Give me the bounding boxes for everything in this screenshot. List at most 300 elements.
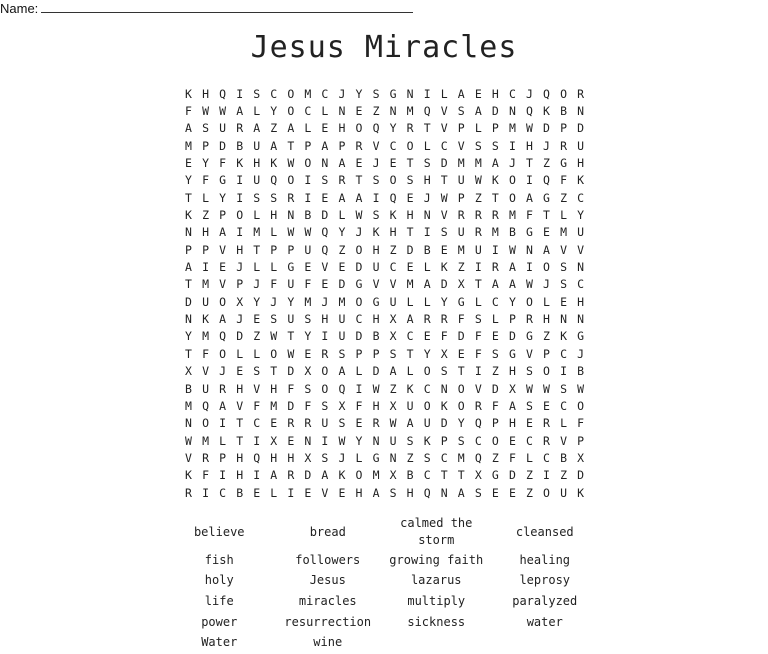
grid-letter: I bbox=[236, 225, 244, 240]
grid-letter: E bbox=[253, 485, 261, 500]
grid-letter: Y bbox=[253, 294, 261, 309]
grid-letter: V bbox=[440, 208, 448, 223]
grid-letter: S bbox=[474, 312, 482, 327]
grid-letter: A bbox=[338, 364, 346, 379]
word-list-item: fish bbox=[204, 552, 234, 567]
grid-letter: S bbox=[491, 138, 499, 153]
grid-letter: T bbox=[457, 468, 465, 483]
word-list-row bbox=[165, 632, 599, 653]
grid-letter: U bbox=[577, 225, 585, 240]
grid-letter: I bbox=[236, 190, 244, 205]
grid-letter: E bbox=[304, 346, 312, 361]
grid-letter: V bbox=[440, 104, 448, 119]
grid-letter: L bbox=[474, 294, 482, 309]
grid-letter: S bbox=[304, 312, 312, 327]
grid-letter: S bbox=[440, 364, 448, 379]
grid-letter: S bbox=[270, 312, 278, 327]
grid-letter: Q bbox=[423, 104, 431, 119]
grid-letter: Z bbox=[202, 208, 210, 223]
grid-letter: I bbox=[474, 364, 482, 379]
grid-letter: D bbox=[508, 468, 516, 483]
grid-letter: T bbox=[474, 277, 482, 292]
grid-letter: Q bbox=[202, 398, 210, 413]
grid-letter: O bbox=[543, 364, 550, 379]
grid-letter: K bbox=[577, 485, 585, 500]
word-list-item: paralyzed bbox=[512, 593, 578, 608]
grid-letter: B bbox=[304, 208, 312, 223]
grid-letter: X bbox=[508, 381, 516, 396]
grid-letter: X bbox=[389, 468, 397, 483]
grid-letter: N bbox=[525, 242, 533, 257]
grid-letter: D bbox=[372, 364, 380, 379]
grid-letter: F bbox=[457, 312, 465, 327]
word-list-item: Jesus bbox=[309, 573, 346, 588]
grid-letter: H bbox=[406, 485, 414, 500]
grid-letter: Q bbox=[253, 450, 261, 465]
grid-letter: B bbox=[236, 138, 244, 153]
grid-letter: Z bbox=[543, 156, 550, 171]
grid-letter: C bbox=[423, 381, 431, 396]
name-blank-line bbox=[41, 1, 413, 13]
grid-letter: L bbox=[321, 104, 329, 119]
word-list-item: cleansed bbox=[515, 524, 574, 539]
word-list-item: multiply bbox=[407, 593, 466, 608]
grid-letter: S bbox=[304, 381, 312, 396]
grid-letter: M bbox=[270, 398, 278, 413]
grid-letter: C bbox=[406, 329, 414, 344]
grid-letter: U bbox=[338, 312, 346, 327]
grid-letter: A bbox=[508, 260, 516, 275]
grid-letter: L bbox=[355, 450, 363, 465]
grid-letter: L bbox=[304, 121, 312, 136]
grid-letter: E bbox=[270, 416, 278, 431]
grid-letter: C bbox=[525, 433, 533, 448]
grid-letter: M bbox=[202, 277, 210, 292]
grid-letter: O bbox=[321, 381, 329, 396]
grid-letter: N bbox=[440, 485, 448, 500]
grid-letter: P bbox=[372, 346, 380, 361]
grid-letter: P bbox=[355, 346, 363, 361]
grid-letter: J bbox=[543, 277, 550, 292]
grid-letter: U bbox=[406, 398, 414, 413]
grid-letter: R bbox=[423, 312, 431, 327]
grid-letter: M bbox=[304, 86, 312, 101]
grid-letter: S bbox=[491, 346, 499, 361]
grid-row bbox=[180, 484, 589, 501]
grid-letter: U bbox=[389, 433, 397, 448]
word-list-row bbox=[165, 514, 599, 550]
grid-letter: H bbox=[491, 86, 499, 101]
grid-letter: A bbox=[372, 485, 380, 500]
grid-letter: H bbox=[355, 485, 363, 500]
grid-letter: H bbox=[202, 86, 210, 101]
grid-letter: D bbox=[457, 329, 465, 344]
grid-letter: A bbox=[508, 277, 516, 292]
grid-letter: Z bbox=[491, 450, 499, 465]
grid-letter: R bbox=[236, 121, 244, 136]
grid-letter: I bbox=[474, 260, 482, 275]
grid-letter: G bbox=[543, 190, 550, 205]
grid-letter: F bbox=[202, 468, 210, 483]
grid-row bbox=[180, 345, 589, 362]
grid-letter: D bbox=[491, 104, 499, 119]
grid-row bbox=[180, 432, 589, 449]
grid-letter: L bbox=[236, 346, 244, 361]
grid-letter: P bbox=[202, 242, 210, 257]
word-list-item: healing bbox=[519, 552, 571, 567]
grid-row bbox=[180, 415, 589, 432]
grid-letter: N bbox=[577, 260, 585, 275]
grid-letter: A bbox=[508, 398, 516, 413]
grid-letter: E bbox=[389, 156, 397, 171]
grid-letter: Y bbox=[577, 208, 585, 223]
grid-letter: M bbox=[560, 225, 568, 240]
grid-letter: T bbox=[525, 156, 533, 171]
grid-letter: C bbox=[440, 450, 448, 465]
grid-letter: J bbox=[525, 86, 533, 101]
grid-letter: A bbox=[338, 156, 346, 171]
grid-letter: I bbox=[236, 86, 244, 101]
grid-letter: I bbox=[491, 242, 499, 257]
grid-letter: H bbox=[338, 121, 346, 136]
grid-letter: L bbox=[202, 190, 210, 205]
grid-letter: D bbox=[287, 364, 295, 379]
grid-letter: S bbox=[202, 121, 210, 136]
grid-letter: B bbox=[185, 381, 192, 396]
grid-letter: Z bbox=[270, 121, 278, 136]
grid-letter: X bbox=[304, 450, 312, 465]
word-list-item: miracles bbox=[298, 593, 357, 608]
grid-letter: O bbox=[457, 398, 465, 413]
grid-letter: W bbox=[543, 381, 550, 396]
grid-row bbox=[180, 172, 589, 189]
grid-letter: U bbox=[304, 242, 312, 257]
grid-letter: J bbox=[338, 86, 346, 101]
grid-letter: S bbox=[372, 208, 380, 223]
grid-letter: H bbox=[270, 208, 278, 223]
grid-letter: Z bbox=[457, 260, 465, 275]
grid-letter: H bbox=[372, 242, 380, 257]
word-list-item: bread bbox=[309, 524, 346, 539]
grid-letter: O bbox=[491, 433, 499, 448]
grid-letter: P bbox=[508, 312, 516, 327]
grid-row bbox=[180, 397, 589, 414]
grid-letter: S bbox=[253, 190, 261, 205]
grid-letter: I bbox=[543, 468, 550, 483]
word-list-item: power bbox=[201, 614, 238, 629]
grid-letter: E bbox=[321, 190, 329, 205]
grid-letter: F bbox=[253, 398, 261, 413]
grid-row bbox=[180, 137, 589, 154]
word-list-row bbox=[165, 612, 599, 633]
grid-letter: R bbox=[304, 416, 312, 431]
grid-letter: F bbox=[219, 156, 227, 171]
grid-letter: Z bbox=[389, 381, 397, 396]
grid-letter: J bbox=[321, 294, 329, 309]
grid-letter: Q bbox=[423, 485, 431, 500]
grid-letter: S bbox=[560, 260, 568, 275]
grid-letter: L bbox=[423, 294, 431, 309]
grid-letter: U bbox=[202, 294, 210, 309]
grid-letter: V bbox=[185, 450, 192, 465]
grid-letter: P bbox=[236, 277, 244, 292]
grid-letter: Z bbox=[389, 242, 397, 257]
grid-letter: O bbox=[577, 398, 585, 413]
grid-letter: S bbox=[560, 381, 568, 396]
grid-row bbox=[180, 328, 589, 345]
grid-letter: T bbox=[491, 190, 499, 205]
name-field bbox=[0, 1, 413, 16]
grid-letter: C bbox=[560, 398, 568, 413]
page-title: Jesus Miracles bbox=[250, 30, 518, 65]
grid-letter: C bbox=[270, 86, 278, 101]
grid-letter: E bbox=[406, 190, 414, 205]
grid-row bbox=[180, 85, 589, 102]
grid-letter: A bbox=[423, 277, 431, 292]
grid-letter: Z bbox=[406, 450, 414, 465]
grid-letter: E bbox=[525, 416, 533, 431]
grid-letter: K bbox=[389, 208, 397, 223]
grid-letter: T bbox=[185, 277, 192, 292]
grid-letter: O bbox=[423, 398, 431, 413]
grid-letter: Y bbox=[185, 173, 192, 188]
grid-letter: C bbox=[491, 294, 499, 309]
grid-letter: T bbox=[253, 242, 261, 257]
grid-letter: L bbox=[560, 208, 568, 223]
grid-letter: J bbox=[270, 294, 278, 309]
grid-letter: Y bbox=[508, 294, 516, 309]
grid-letter: R bbox=[440, 312, 448, 327]
grid-letter: R bbox=[474, 398, 482, 413]
grid-letter: U bbox=[560, 485, 568, 500]
grid-letter: E bbox=[304, 260, 312, 275]
grid-letter: V bbox=[389, 277, 397, 292]
grid-letter: Z bbox=[560, 468, 568, 483]
grid-letter: C bbox=[304, 104, 312, 119]
grid-letter: L bbox=[423, 260, 431, 275]
grid-letter: K bbox=[560, 329, 568, 344]
grid-letter: S bbox=[321, 398, 329, 413]
grid-letter: N bbox=[389, 104, 397, 119]
word-list-item: followers bbox=[295, 552, 361, 567]
grid-letter: P bbox=[304, 138, 312, 153]
grid-letter: I bbox=[236, 173, 244, 188]
grid-letter: W bbox=[525, 381, 533, 396]
grid-letter: T bbox=[355, 173, 363, 188]
grid-letter: J bbox=[236, 312, 244, 327]
grid-letter: L bbox=[270, 260, 278, 275]
grid-row bbox=[180, 102, 589, 119]
grid-letter: Q bbox=[474, 416, 482, 431]
grid-letter: V bbox=[219, 277, 227, 292]
grid-letter: R bbox=[355, 138, 363, 153]
grid-letter: E bbox=[474, 86, 482, 101]
grid-letter: X bbox=[338, 398, 346, 413]
grid-letter: H bbox=[236, 468, 244, 483]
grid-letter: T bbox=[270, 364, 278, 379]
grid-letter: H bbox=[236, 450, 244, 465]
grid-letter: H bbox=[321, 312, 329, 327]
grid-letter: O bbox=[236, 208, 244, 223]
grid-letter: O bbox=[355, 294, 363, 309]
grid-letter: L bbox=[406, 294, 414, 309]
grid-letter: G bbox=[457, 294, 465, 309]
grid-letter: S bbox=[321, 450, 329, 465]
grid-letter: S bbox=[321, 173, 329, 188]
grid-letter: R bbox=[491, 260, 499, 275]
grid-letter: M bbox=[457, 450, 465, 465]
word-list-item: calmed the storm bbox=[400, 516, 473, 547]
grid-letter: H bbox=[287, 450, 295, 465]
grid-letter: H bbox=[202, 225, 210, 240]
grid-letter: A bbox=[457, 485, 465, 500]
grid-letter: I bbox=[321, 433, 329, 448]
grid-letter: P bbox=[202, 138, 210, 153]
grid-letter: E bbox=[508, 433, 516, 448]
grid-letter: F bbox=[474, 329, 482, 344]
grid-letter: K bbox=[338, 468, 346, 483]
grid-letter: A bbox=[219, 312, 227, 327]
grid-letter: Z bbox=[525, 468, 533, 483]
grid-letter: T bbox=[236, 433, 244, 448]
grid-letter: G bbox=[372, 294, 380, 309]
grid-letter: R bbox=[185, 485, 192, 500]
grid-letter: X bbox=[389, 312, 397, 327]
grid-letter: O bbox=[270, 346, 278, 361]
grid-letter: O bbox=[423, 364, 431, 379]
grid-letter: N bbox=[577, 312, 585, 327]
grid-letter: N bbox=[372, 433, 380, 448]
word-list-item: water bbox=[526, 614, 563, 629]
grid-letter: Y bbox=[355, 86, 363, 101]
grid-letter: F bbox=[525, 208, 533, 223]
grid-letter: K bbox=[577, 173, 585, 188]
grid-letter: U bbox=[219, 121, 227, 136]
grid-letter: V bbox=[219, 242, 227, 257]
grid-letter: V bbox=[560, 433, 568, 448]
grid-letter: N bbox=[577, 104, 585, 119]
grid-letter: I bbox=[321, 329, 329, 344]
grid-letter: O bbox=[457, 381, 465, 396]
grid-letter: H bbox=[236, 242, 244, 257]
grid-letter: Y bbox=[185, 329, 192, 344]
grid-letter: A bbox=[219, 398, 227, 413]
grid-letter: R bbox=[321, 346, 329, 361]
grid-letter: A bbox=[236, 104, 244, 119]
grid-letter: E bbox=[355, 104, 363, 119]
grid-letter: J bbox=[253, 277, 261, 292]
grid-letter: L bbox=[440, 86, 448, 101]
grid-letter: L bbox=[253, 208, 261, 223]
grid-letter: X bbox=[389, 329, 397, 344]
grid-letter: W bbox=[577, 381, 585, 396]
grid-letter: U bbox=[338, 329, 346, 344]
grid-letter: E bbox=[543, 398, 550, 413]
grid-letter: Q bbox=[270, 173, 278, 188]
grid-letter: D bbox=[577, 121, 585, 136]
grid-letter: P bbox=[287, 242, 295, 257]
grid-letter: W bbox=[525, 121, 533, 136]
grid-row bbox=[180, 380, 589, 397]
grid-letter: Z bbox=[372, 104, 380, 119]
grid-letter: N bbox=[338, 104, 346, 119]
grid-letter: X bbox=[236, 294, 244, 309]
grid-letter: L bbox=[560, 416, 568, 431]
grid-letter: B bbox=[406, 468, 414, 483]
grid-letter: E bbox=[491, 485, 499, 500]
grid-letter: E bbox=[440, 242, 448, 257]
grid-letter: F bbox=[304, 398, 312, 413]
grid-letter: I bbox=[202, 485, 210, 500]
grid-letter: O bbox=[355, 242, 363, 257]
grid-letter: D bbox=[440, 156, 448, 171]
grid-letter: T bbox=[406, 346, 414, 361]
grid-letter: A bbox=[321, 468, 329, 483]
grid-letter: E bbox=[543, 225, 550, 240]
grid-letter: M bbox=[202, 329, 210, 344]
grid-letter: C bbox=[321, 86, 329, 101]
grid-letter: V bbox=[525, 346, 533, 361]
grid-letter: O bbox=[508, 190, 516, 205]
grid-letter: V bbox=[321, 260, 329, 275]
grid-letter: X bbox=[440, 346, 448, 361]
word-list-item: lazarus bbox=[410, 573, 462, 588]
grid-letter: E bbox=[338, 485, 346, 500]
grid-letter: N bbox=[185, 312, 192, 327]
grid-letter: X bbox=[389, 398, 397, 413]
grid-letter: R bbox=[543, 433, 550, 448]
grid-letter: I bbox=[219, 416, 227, 431]
grid-letter: E bbox=[355, 416, 363, 431]
grid-letter: R bbox=[372, 416, 380, 431]
grid-letter: H bbox=[372, 312, 380, 327]
grid-letter: G bbox=[355, 277, 363, 292]
grid-letter: R bbox=[287, 416, 295, 431]
grid-letter: T bbox=[423, 121, 431, 136]
grid-letter: S bbox=[474, 485, 482, 500]
grid-letter: Q bbox=[543, 86, 550, 101]
grid-letter: E bbox=[457, 346, 465, 361]
grid-letter: I bbox=[304, 190, 312, 205]
grid-row bbox=[180, 449, 589, 466]
grid-letter: W bbox=[219, 104, 227, 119]
grid-letter: K bbox=[185, 86, 192, 101]
grid-letter: O bbox=[219, 346, 227, 361]
grid-letter: F bbox=[560, 173, 568, 188]
grid-letter: H bbox=[525, 138, 533, 153]
grid-row bbox=[180, 276, 589, 293]
grid-letter: A bbox=[270, 138, 278, 153]
grid-letter: S bbox=[338, 416, 346, 431]
grid-letter: A bbox=[287, 121, 295, 136]
grid-letter: P bbox=[219, 450, 227, 465]
grid-letter: W bbox=[525, 277, 533, 292]
grid-letter: U bbox=[202, 381, 210, 396]
grid-letter: I bbox=[423, 86, 431, 101]
grid-letter: Q bbox=[338, 381, 346, 396]
grid-letter: F bbox=[508, 450, 516, 465]
grid-letter: I bbox=[423, 225, 431, 240]
word-list-row bbox=[165, 550, 599, 571]
grid-letter: D bbox=[440, 277, 448, 292]
grid-letter: I bbox=[219, 468, 227, 483]
grid-letter: J bbox=[543, 138, 550, 153]
word-list-item: holy bbox=[204, 573, 234, 588]
grid-letter: M bbox=[253, 225, 261, 240]
grid-letter: U bbox=[287, 277, 295, 292]
grid-letter: V bbox=[474, 381, 482, 396]
grid-letter: D bbox=[508, 329, 516, 344]
